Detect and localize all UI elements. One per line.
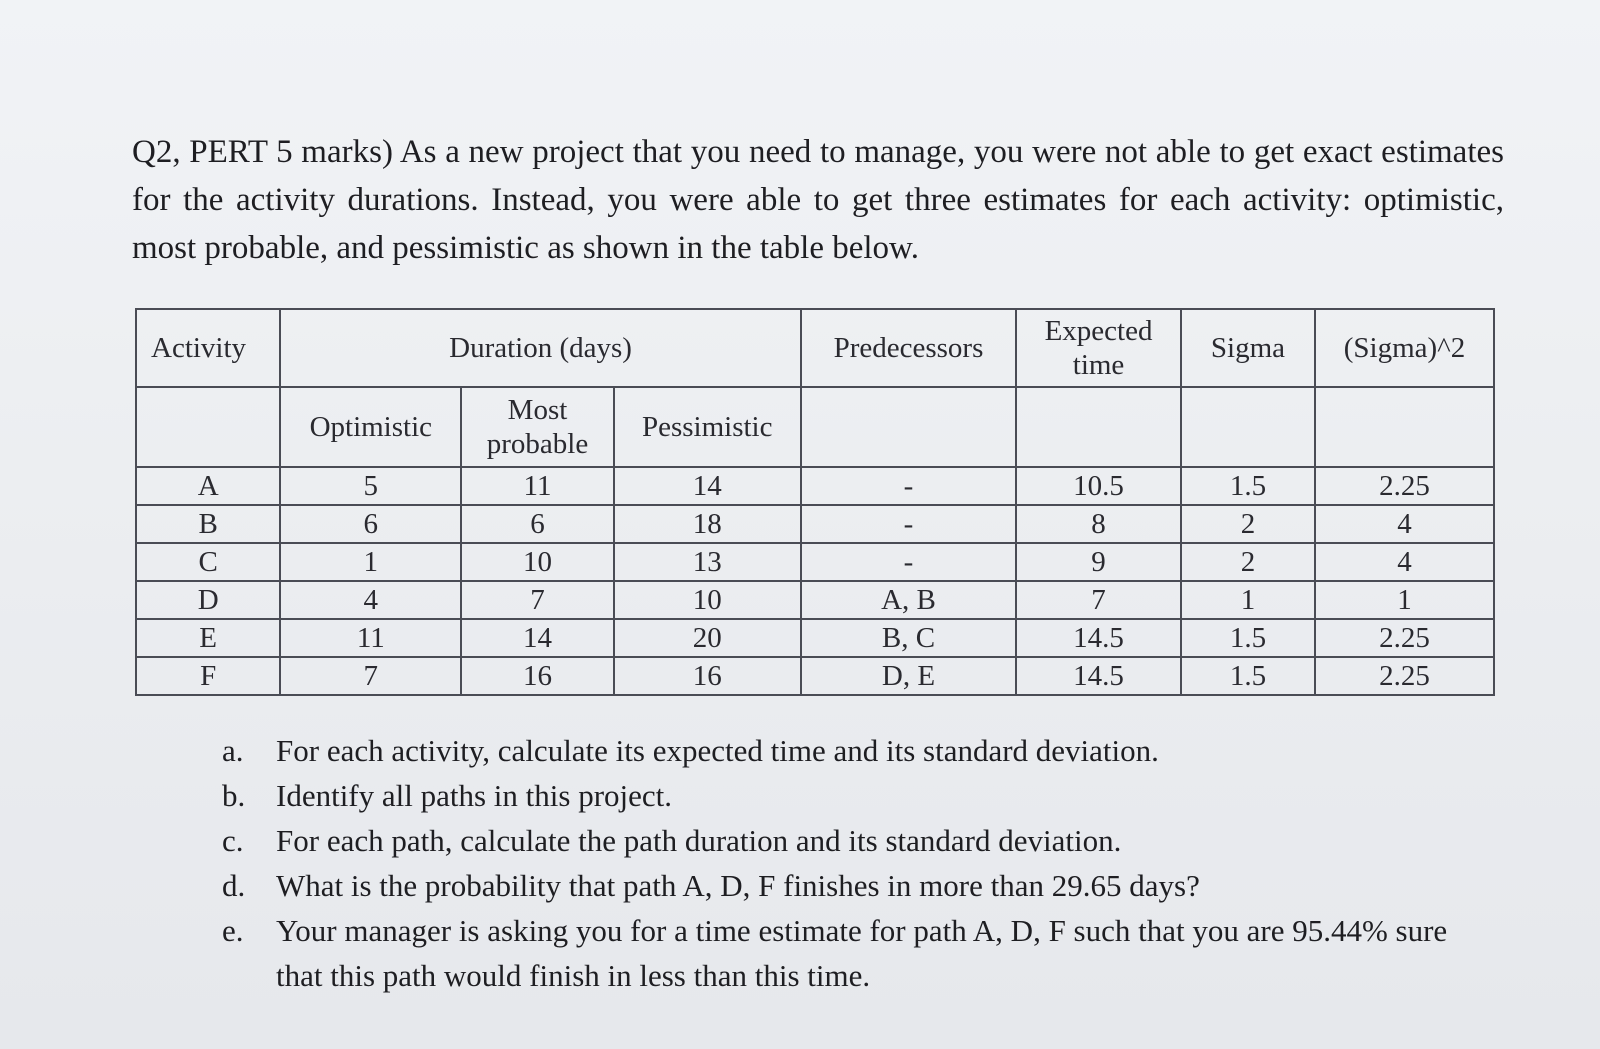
table-row	[136, 657, 1494, 695]
list-item	[222, 818, 1482, 863]
table-row	[136, 619, 1494, 657]
cell-activity: E	[136, 619, 280, 657]
header-activity: Activity	[136, 309, 280, 387]
cell-expected-time: 14.5	[1016, 657, 1181, 695]
cell-pessimistic: 10	[614, 581, 801, 619]
cell-sigma-squared: 4	[1315, 505, 1494, 543]
header-duration: Duration (days)	[280, 309, 800, 387]
cell-most-probable: 6	[461, 505, 613, 543]
table-row	[136, 581, 1494, 619]
question-list	[222, 728, 1482, 998]
list-marker: d.	[222, 868, 246, 903]
header-expected-time: Expected time	[1016, 309, 1181, 387]
cell-most-probable: 7	[461, 581, 613, 619]
cell-expected-time: 10.5	[1016, 467, 1181, 505]
table-row	[136, 505, 1494, 543]
header-pessimistic: Pessimistic	[614, 387, 801, 467]
cell-optimistic: 7	[280, 657, 461, 695]
list-item	[222, 728, 1482, 773]
subheader-blank	[136, 387, 280, 467]
subheader-blank	[1016, 387, 1181, 467]
header-predecessors: Predecessors	[801, 309, 1016, 387]
cell-predecessors: D, E	[801, 657, 1016, 695]
list-marker: c.	[222, 823, 244, 858]
cell-optimistic: 4	[280, 581, 461, 619]
list-item	[222, 908, 1482, 998]
cell-predecessors: B, C	[801, 619, 1016, 657]
table-header-row	[136, 309, 1494, 387]
header-optimistic: Optimistic	[280, 387, 461, 467]
cell-most-probable: 14	[461, 619, 613, 657]
cell-activity: B	[136, 505, 280, 543]
question-text: Identify all paths in this project.	[276, 778, 673, 813]
list-item	[222, 863, 1482, 908]
cell-pessimistic: 14	[614, 467, 801, 505]
list-marker: b.	[222, 778, 246, 813]
question-text: Your manager is asking you for a time estimate for path A, D, F such that you are 95.44% sure that this path would finish in less than this time.	[276, 913, 1448, 993]
cell-activity: C	[136, 543, 280, 581]
cell-sigma: 1.5	[1181, 619, 1315, 657]
cell-expected-time: 7	[1016, 581, 1181, 619]
header-most-probable: Most probable	[461, 387, 613, 467]
cell-predecessors: -	[801, 505, 1016, 543]
cell-sigma: 1.5	[1181, 467, 1315, 505]
question-intro: Q2, PERT 5 marks) As a new project that you need to manage, you were not able to get exact estimates for the activity durations. Instead, you were able to get three estimates for each activity: optimistic, most probable, and pessimistic as shown in the table below.	[132, 134, 1504, 266]
cell-most-probable: 11	[461, 467, 613, 505]
list-marker: e.	[222, 913, 244, 948]
table-row	[136, 467, 1494, 505]
header-sigma-squared: (Sigma)^2	[1315, 309, 1494, 387]
cell-sigma: 2	[1181, 505, 1315, 543]
cell-sigma: 1.5	[1181, 657, 1315, 695]
cell-sigma-squared: 2.25	[1315, 619, 1494, 657]
question-text: For each activity, calculate its expected time and its standard deviation.	[276, 733, 1159, 768]
question-text: For each path, calculate the path duration and its standard deviation.	[276, 823, 1122, 858]
cell-predecessors: -	[801, 543, 1016, 581]
cell-pessimistic: 16	[614, 657, 801, 695]
list-item	[222, 773, 1482, 818]
table-row	[136, 543, 1494, 581]
cell-sigma-squared: 2.25	[1315, 657, 1494, 695]
cell-optimistic: 5	[280, 467, 461, 505]
cell-sigma: 1	[1181, 581, 1315, 619]
table-subheader-row	[136, 387, 1494, 467]
subheader-blank	[1315, 387, 1494, 467]
cell-optimistic: 1	[280, 543, 461, 581]
cell-activity: A	[136, 467, 280, 505]
subheader-blank	[1181, 387, 1315, 467]
header-sigma: Sigma	[1181, 309, 1315, 387]
cell-sigma: 2	[1181, 543, 1315, 581]
cell-optimistic: 6	[280, 505, 461, 543]
cell-optimistic: 11	[280, 619, 461, 657]
cell-sigma-squared: 4	[1315, 543, 1494, 581]
cell-expected-time: 9	[1016, 543, 1181, 581]
cell-activity: D	[136, 581, 280, 619]
cell-sigma-squared: 2.25	[1315, 467, 1494, 505]
cell-pessimistic: 18	[614, 505, 801, 543]
cell-expected-time: 14.5	[1016, 619, 1181, 657]
cell-activity: F	[136, 657, 280, 695]
cell-pessimistic: 20	[614, 619, 801, 657]
subheader-blank	[801, 387, 1016, 467]
cell-most-probable: 10	[461, 543, 613, 581]
list-marker: a.	[222, 733, 244, 768]
cell-pessimistic: 13	[614, 543, 801, 581]
question-text: What is the probability that path A, D, F finishes in more than 29.65 days?	[276, 868, 1200, 903]
cell-most-probable: 16	[461, 657, 613, 695]
cell-sigma-squared: 1	[1315, 581, 1494, 619]
pert-table	[135, 308, 1495, 696]
cell-predecessors: A, B	[801, 581, 1016, 619]
cell-predecessors: -	[801, 467, 1016, 505]
cell-expected-time: 8	[1016, 505, 1181, 543]
